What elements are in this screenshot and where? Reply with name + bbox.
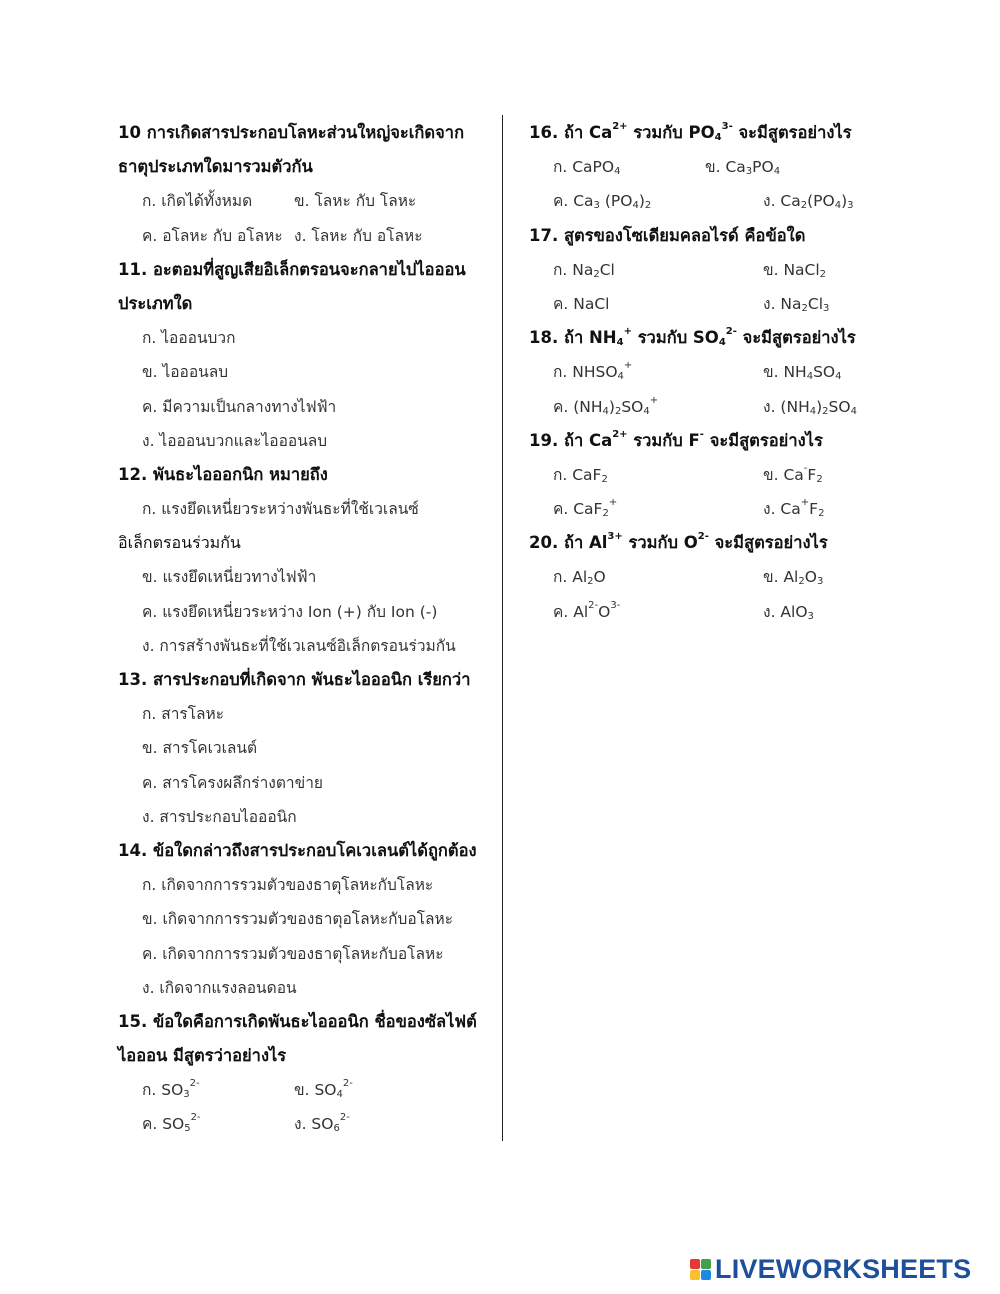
text-segment: ข. Ca (763, 465, 804, 484)
superscript: 2- (339, 1112, 350, 1124)
superscript: 2- (725, 326, 737, 338)
answer-option (294, 184, 416, 218)
text-segment: ค. แรงยึดเหนี่ยวระหว่าง Ion (+) กับ Ion (-) (142, 602, 438, 621)
answer-option (118, 731, 488, 765)
answer-option (294, 1107, 350, 1141)
answer-option (553, 390, 763, 424)
answer-options-row (529, 492, 949, 526)
answer-option (118, 355, 488, 389)
text-segment: (PO (807, 192, 835, 211)
answer-option (553, 355, 763, 389)
left-column (118, 116, 488, 1142)
superscript: 2- (342, 1078, 353, 1090)
question-text (529, 424, 949, 458)
answer-options-row (118, 1073, 488, 1107)
answer-option (763, 355, 842, 389)
answer-option (118, 492, 488, 526)
question-text (118, 287, 488, 321)
answer-option (763, 184, 854, 218)
subscript: 2 (818, 508, 825, 520)
text-segment: ง. ไอออนบวกและไอออนลบ (142, 431, 328, 450)
text-segment: ค. มีความเป็นกลางทางไฟฟ้า (142, 397, 337, 416)
answer-option (118, 321, 488, 355)
answer-options-row (529, 150, 949, 184)
subscript: 2 (593, 268, 600, 280)
superscript: 2- (697, 531, 709, 543)
answer-option (118, 937, 488, 971)
answer-options-row (529, 184, 949, 218)
question-text (529, 321, 949, 355)
subscript: 4 (614, 166, 621, 178)
question-text (118, 1039, 488, 1073)
superscript: + (623, 360, 633, 372)
superscript: 2- (190, 1112, 201, 1124)
answer-option (763, 390, 857, 424)
answer-option (763, 560, 823, 594)
text-segment: ข. แรงยึดเหนี่ยวทางไฟฟ้า (142, 568, 317, 587)
subscript: 4 (336, 1089, 343, 1101)
answer-options-row (529, 355, 949, 389)
question-text (529, 116, 949, 150)
question-text (118, 1005, 488, 1039)
subscript: 4 (714, 132, 722, 143)
text-segment: ข. SO (294, 1081, 337, 1100)
subscript: 2 (800, 200, 808, 212)
subscript: 4 (617, 371, 624, 383)
question-text (118, 150, 488, 184)
answer-options-row (529, 595, 949, 629)
subscript: 4 (643, 405, 650, 417)
answer-option (763, 287, 829, 321)
subscript: 3 (807, 610, 814, 622)
answer-option (553, 595, 763, 629)
answer-option (763, 253, 826, 287)
answer-option (705, 150, 780, 184)
logo-text: LIVEWORKSHEETS (715, 1253, 972, 1284)
text-segment: ข. Ca (705, 158, 746, 177)
text-segment: ก. NHSO (553, 363, 618, 382)
text-segment: 15. ข้อใดคือการเกิดพันธะไอออนิก ชื่อของซัลไฟต์ (118, 1011, 477, 1031)
text-segment: ข. โลหะ กับ โลหะ (294, 192, 417, 211)
question-text (118, 834, 488, 868)
question-text (529, 219, 949, 253)
logo-square-icon (690, 1259, 700, 1269)
subscript: 4 (809, 405, 817, 417)
superscript: + (608, 497, 618, 509)
text-segment: จะมีสูตรอย่างไร (732, 123, 852, 142)
text-segment: ข. NH (763, 363, 807, 382)
text-segment: ค. CaF (553, 500, 603, 519)
text-segment: SO (813, 363, 836, 382)
question-text (118, 663, 488, 697)
answer-option (118, 697, 488, 731)
answer-option (763, 492, 824, 526)
subscript: 3 (823, 302, 830, 314)
answer-option (142, 219, 294, 253)
question-text (118, 116, 488, 150)
answer-option (294, 1073, 353, 1107)
logo-mark-icon (690, 1259, 711, 1280)
answer-option (553, 253, 763, 287)
question-text (118, 458, 488, 492)
text-segment: PO (752, 158, 774, 177)
text-segment: ) (816, 397, 823, 416)
text-segment: 10 การเกิดสารประกอบโลหะส่วนใหญ่จะเกิดจาก (118, 123, 465, 142)
answer-option (118, 868, 488, 902)
answer-option (118, 595, 488, 629)
subscript: 2 (798, 576, 805, 588)
text-segment: จะมีสูตรอย่างไร (703, 430, 823, 450)
subscript: 2 (822, 405, 829, 417)
text-segment: จะมีสูตรอย่างไร (708, 533, 828, 553)
answer-option (142, 184, 294, 218)
text-segment: Cl (599, 260, 615, 279)
answer-option (118, 902, 488, 936)
text-segment: ก. สารโลหะ (142, 705, 225, 724)
answer-option (118, 560, 488, 594)
text-segment: ง. Na (763, 294, 802, 313)
text-segment: 17. สูตรของโซเดียมคลอไรด์ คือข้อใด (529, 225, 806, 245)
logo-square-icon (690, 1270, 700, 1280)
superscript: 3- (610, 599, 621, 611)
subscript: 3 (847, 200, 854, 212)
text-segment: ค. NaCl (553, 294, 610, 313)
superscript: 2+ (612, 428, 628, 440)
text-segment: ง. เกิดจากแรงลอนดอน (142, 978, 297, 997)
text-segment: ก. แรงยึดเหนี่ยวระหว่างพันธะที่ใช้เวเลนซ์ (142, 500, 419, 519)
subscript: 3 (745, 166, 753, 178)
answer-option (142, 1107, 294, 1141)
right-column (529, 116, 949, 629)
text-segment: ง. SO (294, 1115, 334, 1134)
text-segment: 16. ถ้า Ca (529, 123, 613, 142)
text-segment: จะมีสูตรอย่างไร (736, 328, 856, 348)
text-segment: 14. ข้อใดกล่าวถึงสารประกอบโคเวเลนต์ได้ถูกต้อง (118, 840, 477, 860)
text-segment: ข. NaCl (763, 260, 820, 279)
subscript: 4 (602, 405, 609, 417)
subscript: 5 (184, 1123, 191, 1135)
text-segment: ข. เกิดจากการรวมตัวของธาตุอโลหะกับอโลหะ (142, 910, 454, 929)
answer-option (553, 150, 705, 184)
text-segment: ก. SO (142, 1081, 184, 1100)
text-segment: รวมกับ O (622, 533, 698, 553)
text-segment: ) (608, 397, 615, 416)
answer-options-row (529, 287, 949, 321)
text-segment: Cl (807, 294, 824, 313)
superscript: 3- (721, 121, 733, 132)
text-segment: 12. พันธะไอออกนิก หมายถึง (118, 464, 328, 484)
question-text (118, 253, 488, 287)
answer-option (553, 492, 763, 526)
liveworksheets-logo (690, 1254, 971, 1284)
text-segment: ง. สารประกอบไอออนิก (142, 807, 297, 826)
text-segment: ง. (NH (763, 397, 810, 416)
answer-option (118, 766, 488, 800)
answer-option (118, 390, 488, 424)
text-segment: รวมกับ PO (627, 123, 715, 142)
text-segment: ง. Ca (763, 192, 801, 211)
subscript: 4 (632, 200, 639, 212)
subscript: 4 (835, 371, 842, 383)
answer-options-row (118, 1107, 488, 1141)
superscript: - (803, 462, 808, 474)
text-segment: ธาตุประเภทใดมารวมตัวกัน (118, 157, 313, 177)
subscript: 2 (601, 473, 608, 485)
superscript: 2+ (612, 121, 628, 132)
text-segment: อิเล็กตรอนร่วมกัน (118, 533, 241, 553)
text-segment: ไอออน มีสูตรว่าอย่างไร (118, 1046, 287, 1066)
text-segment: รวมกับ SO (631, 328, 719, 348)
text-segment: 18. ถ้า NH (529, 328, 617, 348)
text-segment: ง. Ca (763, 500, 801, 519)
superscript: + (800, 497, 810, 509)
subscript: 3 (593, 200, 600, 212)
subscript: 2 (816, 473, 823, 485)
subscript: 2 (587, 576, 594, 588)
text-segment: ก. CaPO (553, 158, 615, 177)
superscript: 3+ (607, 531, 623, 543)
answer-options-row (529, 390, 949, 424)
text-segment: ) (841, 192, 848, 211)
subscript: 4 (834, 200, 842, 212)
text-segment: ข. Al (763, 568, 799, 587)
answer-option (763, 595, 814, 629)
superscript: - (699, 428, 704, 440)
question-text (529, 526, 949, 560)
text-segment: ค. (NH (553, 397, 603, 416)
subscript: 3 (816, 576, 824, 588)
subscript: 2 (614, 405, 622, 417)
text-segment: รวมกับ F (627, 430, 700, 450)
answer-option (763, 458, 823, 492)
answer-option (553, 458, 763, 492)
text-segment: O (593, 568, 606, 587)
text-segment: ก. Na (553, 260, 594, 279)
continuation-text (118, 526, 488, 560)
text-segment: ก. ไอออนบวก (142, 329, 236, 348)
text-segment: ค. SO (142, 1115, 185, 1134)
answer-option (118, 424, 488, 458)
text-segment: SO (621, 397, 644, 416)
text-segment: O (598, 602, 611, 621)
text-segment: ข. สารโคเวเลนต์ (142, 739, 258, 758)
subscript: 4 (806, 371, 814, 383)
subscript: 4 (616, 337, 624, 349)
answer-option (553, 184, 763, 218)
text-segment: ค. Ca (553, 192, 594, 211)
text-segment: O (804, 568, 817, 587)
subscript: 4 (850, 405, 857, 417)
text-segment: ก. เกิดจากการรวมตัวของธาตุโลหะกับโลหะ (142, 876, 434, 895)
answer-option (118, 629, 488, 663)
text-segment: ค. อโลหะ กับ อโลหะ (142, 226, 283, 245)
answer-options-row (529, 253, 949, 287)
subscript: 2 (644, 200, 652, 212)
text-segment: 13. สารประกอบที่เกิดจาก พันธะไอออนิก เรียกว่า (118, 670, 471, 689)
answer-option (553, 560, 763, 594)
text-segment: 20. ถ้า Al (529, 533, 608, 553)
text-segment: F (807, 465, 817, 484)
answer-option (118, 800, 488, 834)
superscript: 2- (189, 1078, 200, 1090)
text-segment: ข. ไอออนลบ (142, 363, 229, 382)
text-segment: ก. เกิดได้ทั้งหมด (142, 192, 253, 211)
logo-square-icon (701, 1259, 711, 1269)
text-segment: 11. อะตอมที่สูญเสียอิเล็กตรอนจะกลายไปไอออน (118, 259, 466, 279)
superscript: + (623, 326, 632, 338)
text-segment: ค. เกิดจากการรวมตัวของธาตุโลหะกับอโลหะ (142, 944, 444, 963)
answer-option (142, 1073, 294, 1107)
text-segment: ) (638, 192, 645, 211)
answer-options-row (118, 219, 488, 253)
text-segment: ก. CaF (553, 465, 602, 484)
subscript: 2 (602, 508, 609, 520)
text-segment: ก. Al (553, 568, 588, 587)
subscript: 3 (183, 1089, 190, 1101)
subscript: 2 (819, 268, 827, 280)
subscript: 4 (718, 337, 726, 349)
subscript: 2 (801, 302, 808, 314)
text-segment: 19. ถ้า Ca (529, 430, 613, 450)
subscript: 4 (773, 166, 781, 178)
text-segment: ง. การสร้างพันธะที่ใช้เวเลนซ์อิเล็กตรอนร่วมกัน (142, 636, 456, 655)
answer-options-row (529, 458, 949, 492)
answer-option (294, 219, 423, 253)
text-segment: F (809, 500, 819, 519)
logo-square-icon (701, 1270, 711, 1280)
text-segment: ง. AlO (763, 602, 808, 621)
answer-options-row (118, 184, 488, 218)
superscript: 2- (588, 599, 599, 611)
subscript: 6 (333, 1123, 340, 1135)
text-segment: ค. Al (553, 602, 589, 621)
answer-options-row (529, 560, 949, 594)
superscript: + (649, 394, 659, 406)
answer-option (553, 287, 763, 321)
text-segment: (PO (599, 192, 633, 211)
text-segment: ค. สารโครงผลึกร่างตาข่าย (142, 773, 324, 792)
answer-option (118, 971, 488, 1005)
text-segment: ง. โลหะ กับ อโลหะ (294, 226, 423, 245)
text-segment: ประเภทใด (118, 293, 193, 313)
text-segment: SO (828, 397, 851, 416)
column-divider (502, 115, 503, 1141)
